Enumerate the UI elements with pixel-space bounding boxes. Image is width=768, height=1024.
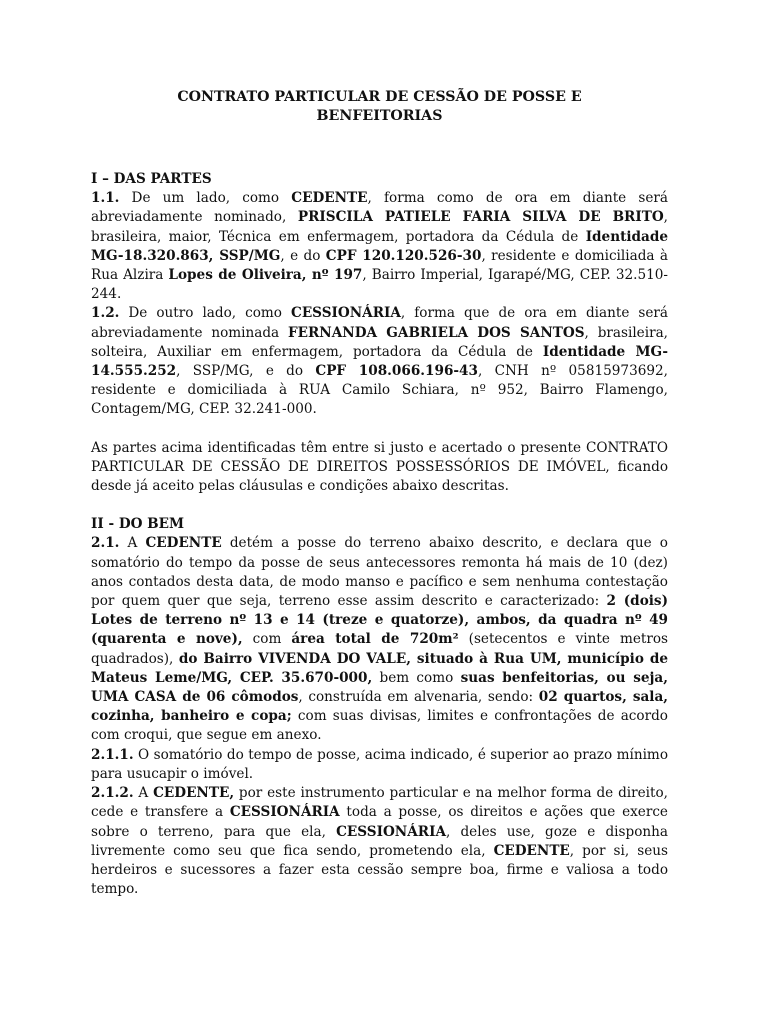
clause-2-1 [91,534,668,745]
bold-text-run: PRISCILA PATIELE FARIA SILVA DE BRITO [297,209,664,226]
text-run: detém a posse do terreno abaixo descrito, e declara que o somatório do tempo da posse de seus antecessores remonta há mais de 10 (dez) anos contados desta data, de modo manso e pacífico e sem nenhuma contestação por quem quer que seja, terreno esse assim descrito e caracterizado: [91,535,668,610]
bold-text-run: FERNANDA GABRIELA DOS SANTOS [288,324,585,341]
text-run: , por si, seus herdeiros e sucessores a fazer esta cessão sempre boa, firme e valiosa a todo tempo. [91,842,668,898]
bold-text-run: Identidade MG-14.555.252 [91,343,668,380]
bold-text-run: área total de 720m² [291,631,459,648]
bold-text-run: Identidade MG-18.320.863, SSP/MG [91,228,668,264]
bold-text-run: 2.1. [91,535,120,552]
clause-2-1-2 [91,784,668,899]
bold-text-run: 1.2. [91,305,120,322]
text-run: , deles use, goze e disponha livremente como seu que fica sendo, prometendo ela, [91,823,668,859]
text-run: com suas divisas, limites e confrontações de acordo com croqui, que segue em anexo. [91,708,668,744]
text-run: toda a posse, os direitos e ações que exerce sobre o terreno, para que ela, [91,804,668,840]
text-run: (setecentos e vinte metros quadrados), [91,631,668,667]
clause-1-1 [91,189,668,304]
text-run: , construída em alvenaria, sendo: [298,689,539,706]
bold-text-run: CESSIONÁRIA [229,804,340,821]
section-heading-partes: I – DAS PARTES [91,171,212,187]
text-run: O somatório do tempo de posse, acima indicado, é superior ao prazo mínimo para usucapir o imóvel. [91,746,668,782]
text-run: De outro lado, como [119,305,291,322]
paragraph-gap [91,420,668,439]
text-run: A [119,535,146,552]
title-line-1: CONTRATO PARTICULAR DE CESSÃO DE POSSE E [177,89,582,105]
title-line-2: BENFEITORIAS [316,108,443,124]
bold-text-run: do Bairro VIVENDA DO VALE, situado à Rua UM, município de Mateus Leme/MG, CEP. 35.670-000, [91,650,668,686]
bold-text-run: Lopes de Oliveira, nº 197 [168,267,363,284]
document-title [91,88,668,126]
bold-text-run: CEDENTE [291,190,368,207]
text-run: , residente e domiciliada à Rua Alzira [91,247,669,284]
text-run: bem como [372,669,461,686]
bold-text-run: CEDENTE [493,842,570,859]
text-run: , SSP/MG, e do [176,363,316,380]
bold-text-run: suas benfeitorias, ou seja, UMA CASA de 06 cômodos [91,669,668,706]
text-run: A [133,785,154,802]
text-run: , CNH nº 05815973692, residente e domiciliada à RUA Camilo Schiara, nº 952, Bairro Flamengo, Contagem/MG, CEP. 32.241-000. [91,363,668,418]
clause-2-1-1 [91,746,668,784]
bold-text-run: CPF 108.066.196-43 [315,363,478,380]
bold-text-run: 2 (dois) Lotes de terreno nº 13 e 14 (treze e quatorze), ambos, da quadra nº 49 (quarenta e nove), [91,593,669,648]
section-heading-bem: II - DO BEM [91,516,185,533]
bold-text-run: CESSIONÁRIA [336,823,446,840]
bold-text-run: CEDENTE, [153,785,235,802]
bold-text-run: 2.1.2. [91,785,134,802]
text-run: por este instrumento particular e na melhor forma de direito, cede e transfere a [91,785,668,821]
bold-text-run: 1.1. [91,190,120,207]
text-run: com [242,631,292,648]
clause-1-2 [91,304,668,419]
bold-text-run: 02 quartos, sala, cozinha, banheiro e copa; [91,689,669,725]
text-run: , forma que de ora em diante será abreviadamente nominada [91,305,668,341]
text-run: , brasileira, maior, Técnica em enfermagem, portadora da Cédula de [91,209,668,245]
bold-text-run: CESSIONÁRIA [291,305,401,322]
text-run: As partes acima identificadas têm entre si justo e acertado o presente CONTRATO PARTICULAR DE CESSÃO DE DIREITOS POSSESSÓRIOS DE IMÓVEL, ficando desde já aceito pelas cláusulas e condições abaixo descritas. [91,439,668,495]
text-run: , e do [280,247,326,264]
text-run: , Bairro Imperial, Igarapé/MG, CEP. 32.510-244. [91,267,668,303]
text-run: De um lado, como [119,190,292,207]
bold-text-run: 2.1.1. [91,746,134,763]
bold-text-run: CPF 120.120.526-30 [325,247,482,264]
text-run: , brasileira, solteira, Auxiliar em enfermagem, portadora da Cédula de [91,324,668,360]
parties-paragraph [91,439,668,497]
bold-text-run: CEDENTE [145,535,222,552]
text-run: , forma como de ora em diante será abreviadamente nominado, [91,190,668,226]
paragraph-gap [91,496,668,515]
document-page [91,88,668,899]
